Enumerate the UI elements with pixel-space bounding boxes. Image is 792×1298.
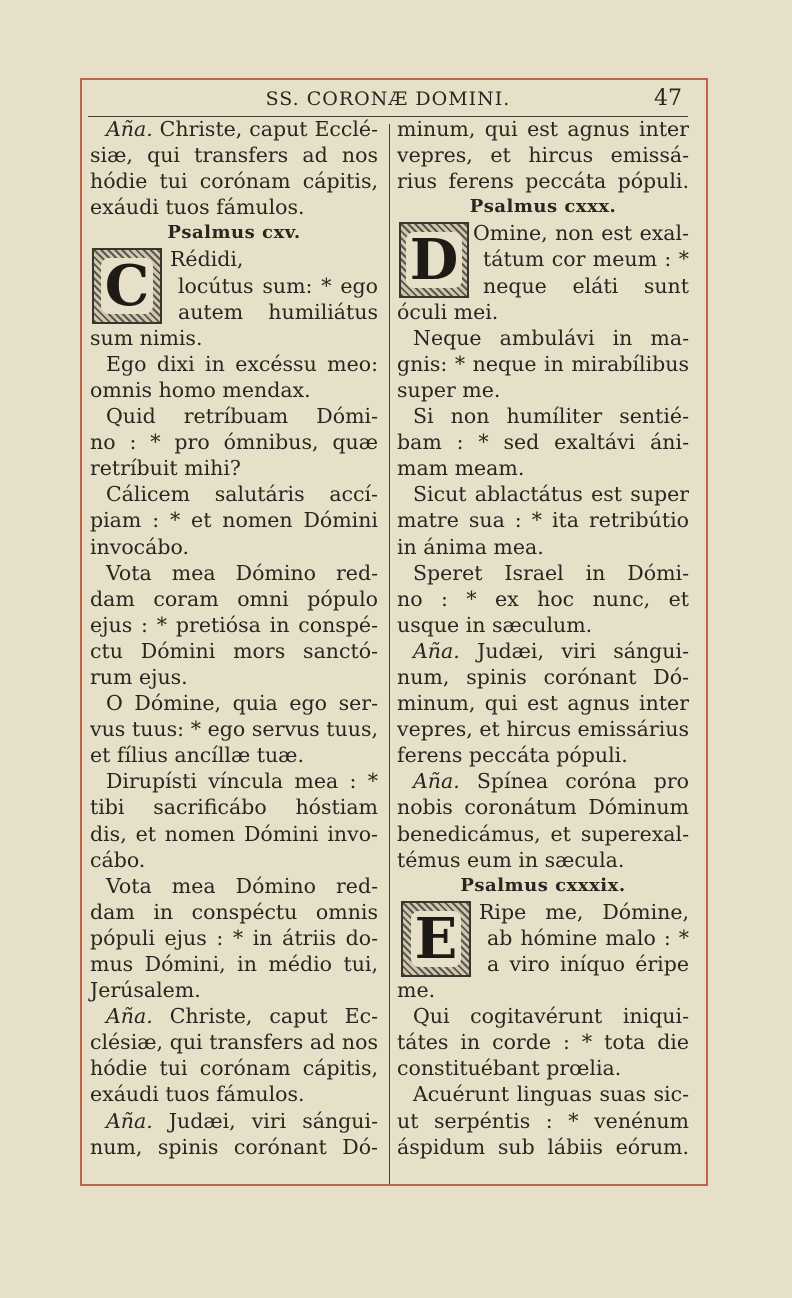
text-line: Ego dixi in excéssu meo:	[106, 351, 378, 376]
text-line: Qui cogitavérunt iniqui-	[413, 1004, 689, 1029]
column-divider	[389, 124, 390, 1184]
text-line: hódie tui corónam cápitis,	[90, 1056, 378, 1081]
text-line: áspidum sub lábiis eórum.	[397, 1134, 689, 1159]
running-title: SS. CORONÆ DOMINI.	[265, 88, 511, 110]
text-line: minum, qui est agnus inter	[397, 691, 689, 716]
text-line: bam : * sed exaltávi áni-	[397, 430, 689, 455]
text-line: invocábo.	[90, 534, 190, 559]
drop-initial-block	[397, 220, 689, 298]
text-line: Quid retríbuam Dómi-	[106, 404, 378, 429]
text-line: Aña. Spínea coróna pro	[413, 769, 689, 794]
text-line: dis, et nomen Dómini invo-	[90, 821, 378, 846]
text-line: Vota mea Dómino red-	[106, 873, 378, 898]
text-line: Neque ambulávi in ma-	[413, 325, 689, 350]
page-header	[88, 86, 688, 117]
text-line: sum nimis.	[90, 325, 203, 350]
text-line: ejus : * pretiósa in conspé-	[90, 612, 378, 637]
antiphon-line: exáudi tuos fámulos.	[90, 195, 305, 220]
left-column	[90, 116, 378, 1160]
text-line: me.	[397, 978, 436, 1003]
text-line: témus eum in sæcula.	[397, 847, 625, 872]
text-line: exáudi tuos fámulos.	[90, 1082, 305, 1107]
psalm-heading: Psalmus cxxxix.	[460, 874, 626, 896]
psalm-heading: Psalmus cxv.	[167, 222, 301, 244]
text-line: dam in conspéctu omnis	[90, 899, 378, 924]
text-line: locútus sum: * ego	[178, 273, 378, 298]
text-line: Aña. Christe, caput Ec-	[106, 1004, 378, 1029]
text-line: Vota mea Dómino red-	[106, 560, 378, 585]
text-line: a viro iníquo éripe	[487, 952, 689, 976]
text-line: neque eláti sunt	[483, 273, 689, 298]
antiphon-line: hódie tui corónam cápitis,	[90, 169, 378, 194]
text-line: Acuérunt linguas suas sic-	[413, 1082, 689, 1107]
text-line: ctu Dómini mors sanctó-	[90, 638, 378, 663]
text-line: Sicut ablactátus est super	[413, 482, 689, 507]
drop-initial-block	[397, 899, 689, 977]
antiphon-abbrev: Aña.	[106, 1004, 153, 1029]
text-line: Cálicem salutáris accí-	[106, 482, 378, 507]
illuminated-initial: E	[401, 901, 471, 977]
text-line: rum ejus.	[90, 664, 188, 689]
text-line: O Dómine, quia ego ser-	[106, 691, 378, 716]
text-line: et fílius ancíllæ tuæ.	[90, 743, 304, 768]
right-column	[397, 116, 689, 1160]
text-line: num, spinis corónant Dó-	[90, 1134, 378, 1159]
text-line: Si non humíliter sentié-	[413, 404, 689, 429]
text-line: Omine, non est exal-	[473, 221, 689, 246]
text-line: cábo.	[90, 847, 146, 872]
text-line: matre sua : * ita retribútio	[397, 508, 689, 533]
text-line: tátum cor meum : *	[483, 247, 689, 272]
text-line: ferens peccáta pópuli.	[397, 743, 628, 768]
text-line: clésiæ, qui transfers ad nos	[90, 1030, 378, 1055]
text-line: no : * pro ómnibus, quæ	[90, 430, 378, 455]
text-line: super me.	[397, 377, 501, 402]
text-line: mam meam.	[397, 456, 525, 481]
text-line: Aña. Judæi, viri sángui-	[413, 638, 689, 663]
antiphon-abbrev: Aña.	[413, 638, 460, 663]
antiphon-line: Aña. Christe, caput Ecclé-	[106, 117, 378, 141]
text-line: ab hómine malo : *	[487, 925, 689, 950]
text-line: Aña. Judæi, viri sángui-	[106, 1108, 378, 1133]
text-line: mus Dómini, in médio tui,	[90, 952, 378, 976]
text-line: dam coram omni pópulo	[90, 586, 378, 611]
text-line: gnis: * neque in mirabílibus	[397, 351, 689, 376]
illuminated-initial: D	[399, 222, 469, 298]
text-line: piam : * et nomen Dómini	[90, 508, 378, 533]
text-line: ut serpéntis : * venénum	[397, 1108, 689, 1133]
drop-initial-block	[90, 246, 378, 324]
text-line: benedicámus, et superexal-	[397, 821, 689, 846]
text-line: vepres, et hircus emissá-	[397, 143, 689, 168]
text-line: óculi mei.	[397, 299, 499, 324]
text-line: tibi sacrificábo hóstiam	[90, 795, 378, 820]
antiphon-abbrev: Aña.	[106, 117, 153, 141]
text-line: pópuli ejus : * in átriis do-	[90, 925, 378, 950]
illuminated-initial: C	[92, 248, 162, 324]
text-line: no : * ex hoc nunc, et	[397, 586, 689, 611]
text-line: Dirupísti víncula mea : *	[106, 769, 378, 794]
text-line: nobis coronátum Dóminum	[397, 795, 689, 820]
psalm-heading: Psalmus cxxx.	[469, 196, 617, 218]
text-line: constituébant prœlia.	[397, 1056, 622, 1081]
text-line: retríbuit mihi?	[90, 456, 241, 481]
text-line: tátes in corde : * tota die	[397, 1030, 689, 1055]
text-line: vus tuus: * ego servus tuus,	[90, 717, 378, 742]
text-line: rius ferens peccáta pópuli.	[397, 169, 689, 194]
antiphon-abbrev: Aña.	[413, 769, 460, 794]
text-line: num, spinis corónant Dó-	[397, 664, 689, 689]
antiphon-abbrev: Aña.	[106, 1108, 153, 1133]
text-line: omnis homo mendax.	[90, 377, 311, 402]
text-line: in ánima mea.	[397, 534, 544, 559]
text-line: usque in sæculum.	[397, 612, 593, 637]
text-line: minum, qui est agnus inter	[397, 117, 689, 141]
text-line: Rédidi,	[170, 247, 244, 272]
text-line: Speret Israel in Dómi-	[413, 560, 689, 585]
text-line: Jerúsalem.	[90, 978, 201, 1003]
page-number: 47	[654, 86, 682, 111]
antiphon-line: siæ, qui transfers ad nos	[90, 143, 378, 168]
text-line: Ripe me, Dómine,	[479, 899, 689, 924]
text-line: vepres, et hircus emissárius	[397, 717, 689, 742]
text-line: autem humiliátus	[178, 299, 378, 324]
